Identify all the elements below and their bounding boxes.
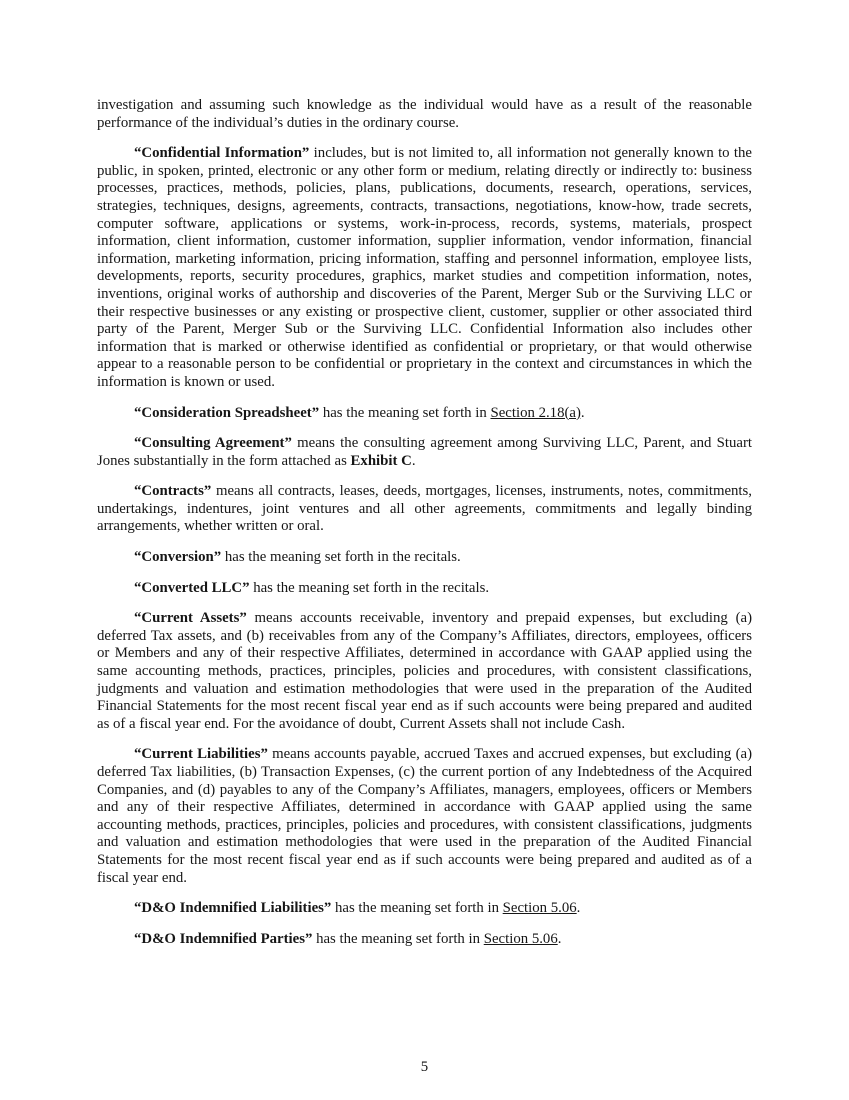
- definition-current-assets: [97, 610, 752, 733]
- definition-text: has the meaning set forth in: [319, 404, 491, 421]
- defined-term: “D&O Indemnified Liabilities”: [134, 900, 332, 917]
- defined-term: “Confidential Information”: [134, 145, 310, 162]
- section-reference: Section 5.06: [502, 900, 577, 917]
- body-text: investigation and assuming such knowledge as the individual would have as a result of the reasonable performance of the individual’s duties in the ordinary course.: [97, 97, 752, 131]
- definition-conversion: [97, 549, 752, 567]
- defined-term: “Consulting Agreement”: [134, 435, 292, 452]
- defined-term: “Current Liabilities”: [134, 746, 268, 763]
- definition-text: has the meaning set forth in: [331, 900, 503, 917]
- defined-term: “Consideration Spreadsheet”: [134, 404, 320, 421]
- defined-term: “Contracts”: [134, 483, 212, 500]
- definition-text: .: [580, 404, 585, 421]
- definition-text: means all contracts, leases, deeds, mortgages, licenses, instruments, notes, commitments, undertakings, indentures, joint ventures and all other agreements, commitments and legally binding arrangements, whether written or oral.: [97, 483, 752, 535]
- definition-do-indemnified-parties: [97, 931, 752, 949]
- page-number: 5: [420, 1059, 429, 1075]
- definition-text: means accounts payable, accrued Taxes and accrued expenses, but excluding (a) deferred Tax liabilities, (b) Transaction Expenses, (c) the current portion of any Indebtedness of the Acquired Companies, and (d) payables to any of the Company’s Affiliates, managers, employees, officers or Members and any of their respective Affiliates, determined in accordance with GAAP applied using the same accounting methods, practices, principles, policies and procedures, with consistent classifications, judgments and valuation and estimation methodologies that were used in the preparation of the Audited Financial Statements for the most recent fiscal year end as if such accounts were being prepared and audited as of a fiscal year end.: [97, 746, 752, 886]
- section-reference: Section 2.18(a): [490, 404, 581, 421]
- defined-term: “Current Assets”: [134, 610, 247, 627]
- definition-text: means accounts receivable, inventory and prepaid expenses, but excluding (a) deferred Tax assets, and (b) receivables from any of the Company’s Affiliates, directors, employees, officers or Members and any of their respective Affiliates, determined in accordance with GAAP applied using the same accounting methods, practices, principles, policies and procedures, with consistent classifications, judgments and valuation and estimation methodologies that were used in the preparation of the Audited Financial Statements for the most recent fiscal year end as if such accounts were being prepared and audited as of a fiscal year end. For the avoidance of doubt, Current Assets shall not include Cash.: [97, 610, 752, 732]
- definition-text: has the meaning set forth in the recitals.: [249, 579, 490, 596]
- definition-consideration-spreadsheet: [97, 405, 752, 423]
- exhibit-reference: Exhibit C: [350, 452, 412, 469]
- definition-text: .: [411, 452, 416, 469]
- paragraph-continuation: [97, 97, 752, 132]
- definition-confidential-information: [97, 145, 752, 391]
- definition-text: means the consulting agreement among Surviving LLC, Parent, and Stuart Jones substantially in the form attached as: [97, 435, 753, 469]
- definition-text: includes, but is not limited to, all information not generally known to the public, in spoken, printed, electronic or any other form or medium, relating directly or indirectly to: business processes, practices, methods, policies, plans, publications, documents, research, operations, services, strategies, techniques, designs, agreements, contracts, transactions, negotiations, know-how, trade secrets, computer software, applications or systems, work-in-process, records, systems, materials, prospect information, client information, customer information, supplier information, vendor information, financial information, marketing information, pricing information, staffing and personnel information, employee lists, developments, reports, security procedures, graphics, market studies and competition information, notes, inventions, original works of authorship and discoveries of the Parent, Merger Sub or the Surviving LLC or their respective businesses or any existing or prospective client, customer, supplier or other associated third party of the Parent, Merger Sub or the Surviving LLC. Confidential Information also includes other information that is marked or otherwise identified as confidential or proprietary, or that would otherwise appear to a reasonable person to be confidential or proprietary in the context and circumstances in which the information is known or used.: [97, 145, 752, 390]
- page-body-text: [97, 97, 752, 961]
- definition-contracts: [97, 483, 752, 536]
- definition-text: .: [557, 930, 562, 947]
- defined-term: “D&O Indemnified Parties”: [134, 930, 313, 947]
- definition-do-indemnified-liabilities: [97, 900, 752, 918]
- definition-text: has the meaning set forth in the recitals.: [221, 549, 461, 566]
- definition-text: .: [576, 900, 581, 917]
- definition-text: has the meaning set forth in: [312, 930, 484, 947]
- section-reference: Section 5.06: [483, 930, 558, 947]
- defined-term: “Converted LLC”: [134, 579, 250, 596]
- defined-term: “Conversion”: [134, 549, 222, 566]
- definition-current-liabilities: [97, 746, 752, 887]
- definition-converted-llc: [97, 580, 752, 598]
- definition-consulting-agreement: [97, 435, 752, 470]
